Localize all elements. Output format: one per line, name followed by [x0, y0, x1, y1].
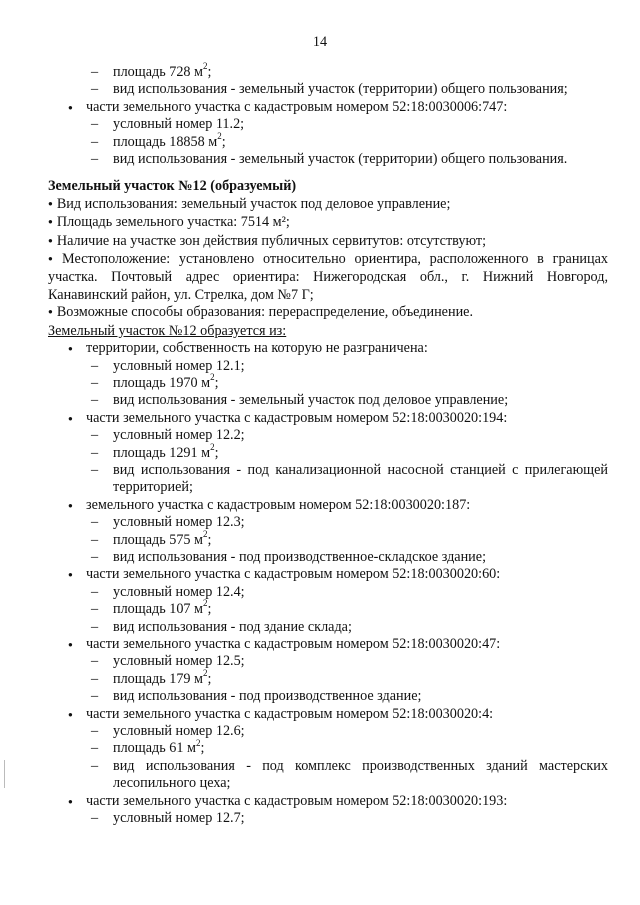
- dash-list-item: [48, 758, 608, 793]
- property-item: [48, 304, 608, 322]
- list-item-text: условный номер 12.7;: [113, 810, 245, 827]
- dash-list-item: [48, 549, 608, 566]
- list-item-tail: ;: [214, 374, 219, 391]
- list-item-text: части земельного участка с кадастровым номером 52:18:0030020:194:: [86, 409, 508, 426]
- list-item-text: площадь 575 м: [113, 531, 204, 548]
- property-text: Площадь земельного участка: 7514 м²;: [56, 214, 290, 231]
- dash-list-item: [48, 427, 608, 444]
- bullet-list-item: [48, 497, 608, 514]
- property-item: [48, 214, 608, 232]
- property-item: [48, 196, 608, 214]
- list-item-text: вид использования - земельный участок под деловое управление;: [113, 392, 509, 409]
- dash-list-item: [48, 392, 608, 409]
- list-item-text: вид использования - под комплекс производственных зданий мастерских лесопильного цеха;: [113, 757, 608, 792]
- list-item-text: площадь 18858 м: [113, 133, 218, 150]
- list-item-text: условный номер 12.3;: [113, 514, 245, 531]
- list-item-text: вид использования - земельный участок (территории) общего пользования.: [113, 151, 568, 168]
- dash-list-item: [48, 619, 608, 636]
- list-item-tail: ;: [207, 601, 212, 618]
- superscript: 2: [203, 668, 208, 679]
- list-item-text: условный номер 12.4;: [113, 583, 245, 600]
- list-item-text: территории, собственность на которую не разграничена:: [86, 340, 428, 357]
- list-item-text: вид использования - под здание склада;: [113, 618, 352, 635]
- formed-from-heading: Земельный участок №12 образуется из:: [48, 322, 287, 339]
- superscript: 2: [203, 61, 208, 72]
- superscript: 2: [195, 737, 201, 748]
- superscript: 2: [210, 372, 215, 383]
- section-properties: [48, 196, 608, 323]
- section-title: Земельный участок №12 (образуемый): [48, 178, 297, 195]
- dash-list-item: [48, 737, 608, 757]
- list-item-text: части земельного участка с кадастровым номером 52:18:0030020:193:: [86, 792, 508, 809]
- dash-list-item: [48, 810, 608, 827]
- list-item-text: условный номер 12.6;: [113, 723, 245, 740]
- property-item: [48, 251, 608, 304]
- formation-list: [48, 340, 608, 827]
- list-item-text: условный номер 12.5;: [113, 653, 245, 670]
- dash-list-item: [48, 116, 608, 133]
- property-text: Местоположение: установлено относительно ориентира, расположенного в границах участка. Почтовый адрес ориентира: Нижегородская обл., г. Нижний Новгород, Канавинский район, ул. Стрелка, дом №7 Г;: [48, 251, 608, 303]
- dash-list-item: [48, 130, 608, 151]
- list-item-tail: ;: [221, 133, 226, 150]
- bullet-list-item: [48, 566, 608, 583]
- bullet-list-item: [48, 793, 608, 810]
- list-item-text: площадь 61 м: [113, 740, 196, 757]
- list-item-text: вид использования - под производственное-складское здание;: [113, 548, 487, 565]
- dash-list-item: [48, 81, 608, 98]
- list-item-text: условный номер 12.2;: [113, 427, 245, 444]
- dash-list-item: [48, 372, 608, 392]
- dash-list-item: [48, 441, 608, 462]
- list-item-text: площадь 728 м: [113, 64, 204, 80]
- bullet-list-item: [48, 706, 608, 723]
- dash-list-item: [48, 688, 608, 705]
- list-item-text: площадь 179 м: [113, 670, 204, 687]
- bullet-list-item: [48, 99, 608, 116]
- scan-edge-mark: [4, 760, 5, 788]
- dash-list-item: [48, 598, 608, 618]
- dash-list-item: [48, 462, 608, 497]
- property-text: Наличие на участке зон действия публичных сервитутов: отсутствуют;: [56, 232, 487, 249]
- list-item-text: площадь 1970 м: [113, 374, 211, 391]
- superscript: 2: [203, 598, 208, 609]
- top-list: [48, 61, 608, 168]
- list-item-text: части земельного участка с кадастровым номером 52:18:0030020:47:: [86, 636, 501, 652]
- page-number: 14: [312, 34, 328, 50]
- list-item-tail: ;: [207, 64, 212, 80]
- superscript: 2: [217, 130, 222, 141]
- list-item-text: условный номер 12.1;: [113, 357, 245, 374]
- bullet-list-item: [48, 636, 608, 653]
- list-item-tail: ;: [200, 740, 205, 757]
- property-text: Возможные способы образования: перераспределение, объединение.: [56, 304, 474, 321]
- dash-list-item: [48, 358, 608, 375]
- dash-list-item: [48, 151, 608, 168]
- dash-list-item: [48, 723, 608, 740]
- dash-list-item: [48, 514, 608, 531]
- superscript: 2: [203, 528, 208, 539]
- dash-list-item: [48, 528, 608, 549]
- document-body: [48, 61, 608, 827]
- bullet-list-item: [48, 410, 608, 427]
- list-item-text: части земельного участка с кадастровым номером 52:18:0030020:60:: [86, 566, 501, 583]
- list-item-tail: ;: [214, 444, 219, 461]
- list-item-tail: ;: [207, 670, 212, 687]
- property-item: [48, 233, 608, 251]
- list-item-text: вид использования - под канализационной насосной станцией с прилегающей территорией;: [113, 461, 608, 496]
- dash-list-item: [48, 668, 608, 688]
- list-item-text: части земельного участка с кадастровым номером 52:18:0030006:747:: [86, 98, 508, 115]
- list-item-text: части земельного участка с кадастровым номером 52:18:0030020:4:: [86, 705, 494, 722]
- list-item-text: вид использования - под производственное здание;: [113, 688, 422, 705]
- list-item-text: условный номер 11.2;: [113, 116, 245, 133]
- superscript: 2: [210, 441, 215, 452]
- list-item-tail: ;: [207, 531, 212, 548]
- dash-list-item: [48, 653, 608, 670]
- list-item-text: земельного участка с кадастровым номером 52:18:0030020:187:: [86, 496, 471, 513]
- list-item-text: вид использования - земельный участок (территории) общего пользования;: [113, 81, 568, 98]
- list-item-text: площадь 1291 м: [113, 444, 211, 461]
- dash-list-item: [48, 584, 608, 601]
- property-text: Вид использования: земельный участок под деловое управление;: [56, 195, 451, 212]
- dash-list-item: [48, 61, 608, 81]
- bullet-list-item: [48, 340, 608, 357]
- list-item-text: площадь 107 м: [113, 601, 204, 618]
